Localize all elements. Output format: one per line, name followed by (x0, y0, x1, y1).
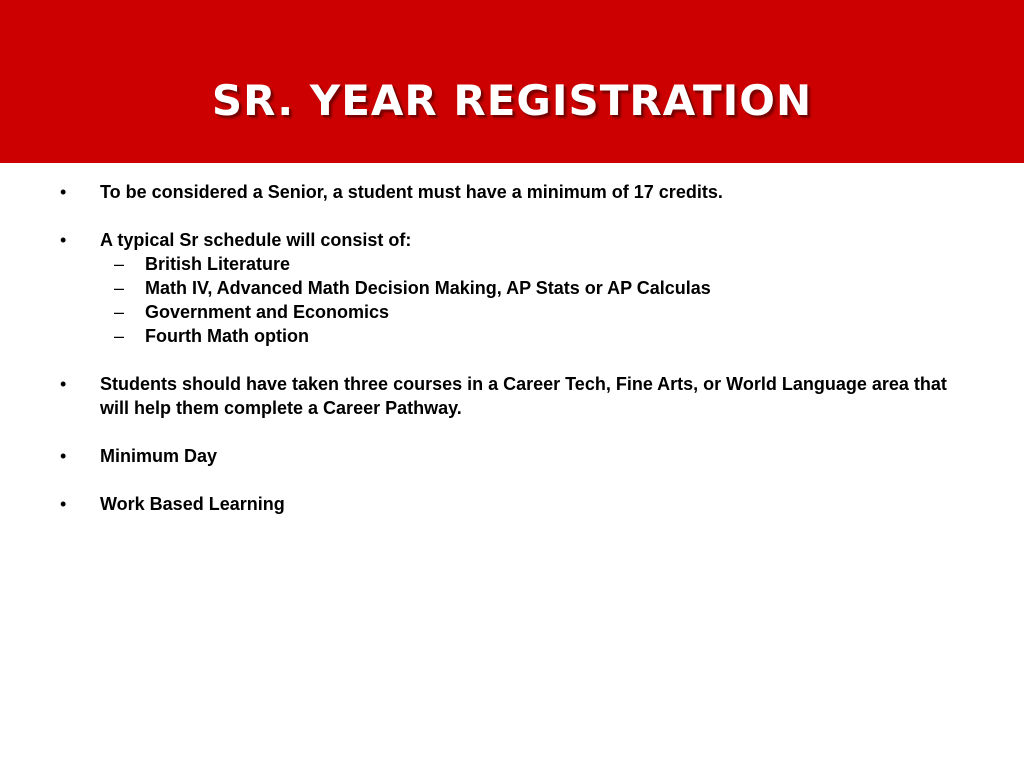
bullet-marker: • (60, 494, 67, 514)
bullet-item (0, 228, 960, 252)
bullet-marker: • (60, 230, 67, 250)
bullet-text: Students should have taken three courses in a Career Tech, Fine Arts, or World Language area that will help them complete a Career Pathway. (100, 374, 947, 418)
bullet-text: A typical Sr schedule will consist of: (100, 230, 412, 250)
bullet-item (0, 180, 960, 204)
title-banner (0, 0, 1024, 163)
sub-bullet-text: Government and Economics (145, 302, 390, 322)
sub-bullet-item (0, 324, 945, 348)
sub-bullet-text: Math IV, Advanced Math Decision Making, AP Stats or AP Calculas (145, 278, 711, 298)
bullet-item (0, 444, 960, 468)
slide-title: SR. YEAR REGISTRATION (211, 76, 813, 125)
sub-bullet-text: Fourth Math option (145, 326, 309, 346)
bullet-text: Work Based Learning (100, 494, 285, 514)
bullet-marker: • (60, 446, 67, 466)
sub-bullet-marker: – (114, 254, 125, 274)
bullet-text: Minimum Day (100, 446, 218, 466)
sub-bullet-item (0, 252, 945, 276)
sub-bullet-text: British Literature (145, 254, 291, 274)
bullet-marker: • (60, 374, 67, 394)
sub-bullet-marker: – (114, 278, 125, 298)
sub-bullet-marker: – (114, 302, 125, 322)
sub-bullet-item (0, 300, 945, 324)
bullet-text: To be considered a Senior, a student must have a minimum of 17 credits. (100, 182, 723, 202)
bullet-item (0, 372, 960, 420)
bullet-item (0, 492, 960, 516)
sub-bullet-item (0, 276, 945, 300)
sub-bullet-marker: – (114, 326, 125, 346)
slide-body (0, 180, 1024, 516)
bullet-marker: • (60, 182, 67, 202)
